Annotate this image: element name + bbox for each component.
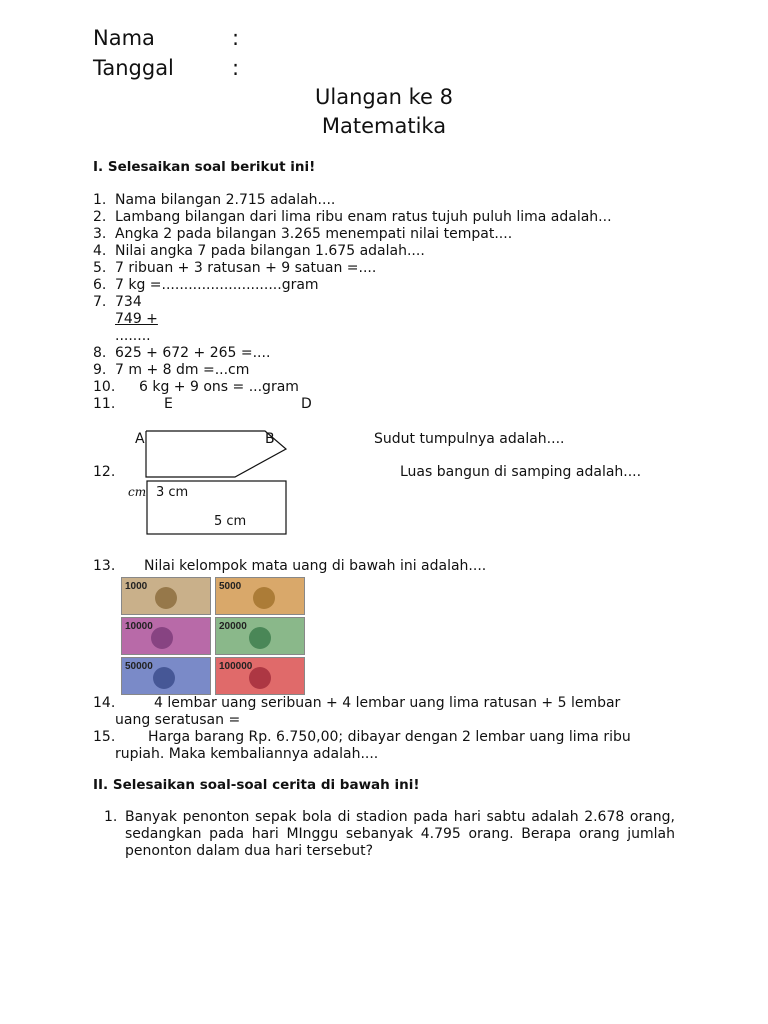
- banknote-value: 20000: [219, 621, 247, 632]
- question-text: Angka 2 pada bilangan 3.265 menempati nilai tempat....: [115, 226, 513, 242]
- tanggal-label: Tanggal: [93, 56, 174, 80]
- question-8: [93, 345, 693, 362]
- tanggal-colon: :: [232, 56, 240, 80]
- question-number: 4.: [93, 243, 107, 259]
- question-text: 7 m + 8 dm =...cm: [115, 362, 250, 378]
- section2-heading: II. Selesaikan soal-soal cerita di bawah ini!: [93, 777, 420, 793]
- question-number: 5.: [93, 260, 107, 276]
- question-number: 7.: [93, 294, 107, 310]
- question-text-line2: uang seratusan =: [115, 712, 241, 728]
- vertex-e-label: E: [164, 396, 173, 412]
- question-number: 6.: [93, 277, 107, 293]
- question-11-text: Sudut tumpulnya adalah....: [374, 431, 565, 447]
- question-14: [93, 695, 693, 729]
- question-text: 7 ribuan + 3 ratusan + 9 satuan =....: [115, 260, 377, 276]
- question-2: [93, 209, 693, 226]
- question-number: 10.: [93, 379, 116, 395]
- banknote-image: [122, 658, 210, 694]
- banknote-value: 10000: [125, 621, 153, 632]
- question-7: [93, 294, 693, 345]
- question-number: 14.: [93, 695, 116, 711]
- banknote-value: 50000: [125, 661, 153, 672]
- question-text: 625 + 672 + 265 =....: [115, 345, 271, 361]
- banknote-portrait: [253, 587, 275, 609]
- vertex-b-label: B: [265, 431, 275, 447]
- banknote-image: [122, 578, 210, 614]
- question-text: 6 kg + 9 ons = ...gram: [139, 379, 299, 395]
- nama-label: Nama: [93, 26, 155, 50]
- question-text-line1: Harga barang Rp. 6.750,00; dibayar dengan 2 lembar uang lima ribu: [148, 729, 631, 745]
- question-text-line2: rupiah. Maka kembaliannya adalah....: [115, 746, 379, 762]
- banknote-image: [216, 578, 304, 614]
- banknote-image: [122, 618, 210, 654]
- vertex-d-label: D: [301, 396, 312, 412]
- story-question-1-text: Banyak penonton sepak bola di stadion pada hari sabtu adalah 2.678 orang, sedangkan pada hari MInggu sebanyak 4.795 orang. Berapa orang jumlah penonton dalam dua hari tersebut?: [125, 809, 675, 859]
- question-4: [93, 243, 693, 260]
- question-number: 13.: [93, 558, 116, 574]
- question-13: [93, 558, 693, 575]
- question-12-number: 12.: [93, 464, 116, 480]
- question-number: 1.: [93, 192, 107, 208]
- banknote: [121, 577, 211, 615]
- question-number: 9.: [93, 362, 107, 378]
- banknote: [215, 577, 305, 615]
- banknote-portrait: [155, 587, 177, 609]
- answer-blank: ........: [115, 328, 151, 344]
- pentagon-shape: [140, 425, 292, 483]
- document-title: Ulangan ke 8: [315, 85, 453, 109]
- bottom-length-label: 5 cm: [214, 514, 247, 529]
- nama-colon: :: [232, 26, 240, 50]
- side-unit-label: cm: [128, 485, 147, 499]
- question-number: 3.: [93, 226, 107, 242]
- banknote-portrait: [153, 667, 175, 689]
- banknote-image: [216, 618, 304, 654]
- banknote-portrait: [249, 627, 271, 649]
- section1-heading: I. Selesaikan soal berikut ini!: [93, 159, 316, 175]
- question-number: 8.: [93, 345, 107, 361]
- story-question-1-number: 1.: [104, 809, 118, 825]
- question-1: [93, 192, 693, 209]
- side-length-label: 3 cm: [156, 485, 189, 500]
- question-9: [93, 362, 693, 379]
- banknote-portrait: [151, 627, 173, 649]
- banknote: [121, 657, 211, 695]
- question-text: Lambang bilangan dari lima ribu enam ratus tujuh puluh lima adalah...: [115, 209, 612, 225]
- banknote-image: [216, 658, 304, 694]
- addend-1: 734: [115, 294, 142, 310]
- question-text: Nama bilangan 2.715 adalah....: [115, 192, 336, 208]
- question-text-line1: 4 lembar uang seribuan + 4 lembar uang lima ratusan + 5 lembar: [154, 695, 621, 711]
- question-6: [93, 277, 693, 294]
- question-11-number: 11.: [93, 396, 116, 412]
- banknote: [121, 617, 211, 655]
- question-number: 2.: [93, 209, 107, 225]
- addend-2: 749 +: [115, 311, 158, 327]
- question-12-text: Luas bangun di samping adalah....: [400, 464, 642, 480]
- question-text: 7 kg =...........................gram: [115, 277, 319, 293]
- question-15: [93, 729, 693, 763]
- banknote-value: 5000: [219, 581, 242, 592]
- banknote: [215, 617, 305, 655]
- question-5: [93, 260, 693, 277]
- banknote: [215, 657, 305, 695]
- question-text: Nilai angka 7 pada bilangan 1.675 adalah....: [115, 243, 425, 259]
- banknote-value: 1000: [125, 581, 148, 592]
- question-10: [93, 379, 693, 396]
- question-text: Nilai kelompok mata uang di bawah ini adalah....: [144, 558, 487, 574]
- banknote-value: 100000: [219, 661, 253, 672]
- document-subtitle: Matematika: [321, 114, 447, 138]
- vertex-a-label: A: [135, 431, 145, 447]
- question-3: [93, 226, 693, 243]
- question-number: 15.: [93, 729, 116, 745]
